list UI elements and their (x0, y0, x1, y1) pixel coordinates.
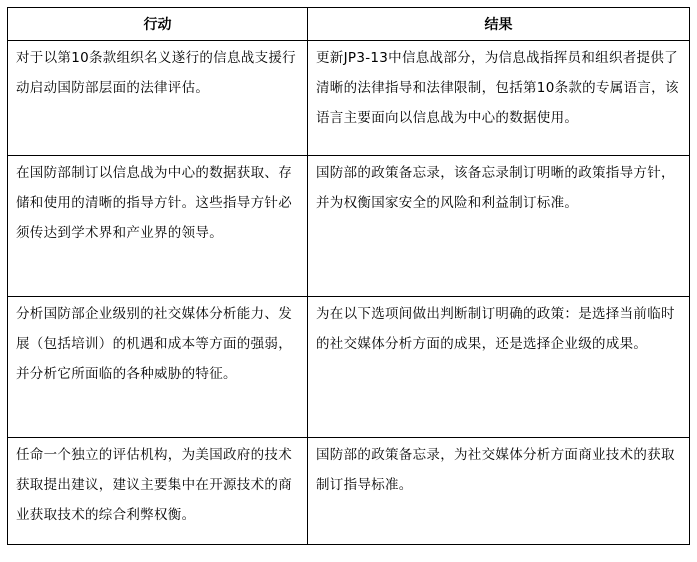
action-result-table (7, 7, 690, 545)
table-row (8, 438, 690, 545)
table-row (8, 297, 690, 438)
action-cell: 对于以第10条款组织名义遂行的信息战支援行动启动国防部层面的法律评估。 (8, 41, 308, 156)
table-row (8, 156, 690, 297)
action-cell: 在国防部制订以信息战为中心的数据获取、存储和使用的清晰的指导方针。这些指导方针必须传达到学术界和产业界的领导。 (8, 156, 308, 297)
result-cell: 更新JP3-13中信息战部分，为信息战指挥员和组织者提供了清晰的法律指导和法律限制，包括第10条款的专属语言，该语言主要面向以信息战为中心的数据使用。 (308, 41, 690, 156)
result-cell: 为在以下选项间做出判断制订明确的政策：是选择当前临时的社交媒体分析方面的成果，还是选择企业级的成果。 (308, 297, 690, 438)
action-cell: 分析国防部企业级别的社交媒体分析能力、发展（包括培训）的机遇和成本等方面的强弱，并分析它所面临的各种威胁的特征。 (8, 297, 308, 438)
header-result: 结果 (308, 8, 690, 41)
result-cell: 国防部的政策备忘录，该备忘录制订明晰的政策指导方针，并为权衡国家安全的风险和利益制订标准。 (308, 156, 690, 297)
header-action: 行动 (8, 8, 308, 41)
result-cell: 国防部的政策备忘录，为社交媒体分析方面商业技术的获取制订指导标准。 (308, 438, 690, 545)
table-header-row (8, 8, 690, 41)
action-cell: 任命一个独立的评估机构，为美国政府的技术获取提出建议，建议主要集中在开源技术的商业获取技术的综合利弊权衡。 (8, 438, 308, 545)
table-row (8, 41, 690, 156)
